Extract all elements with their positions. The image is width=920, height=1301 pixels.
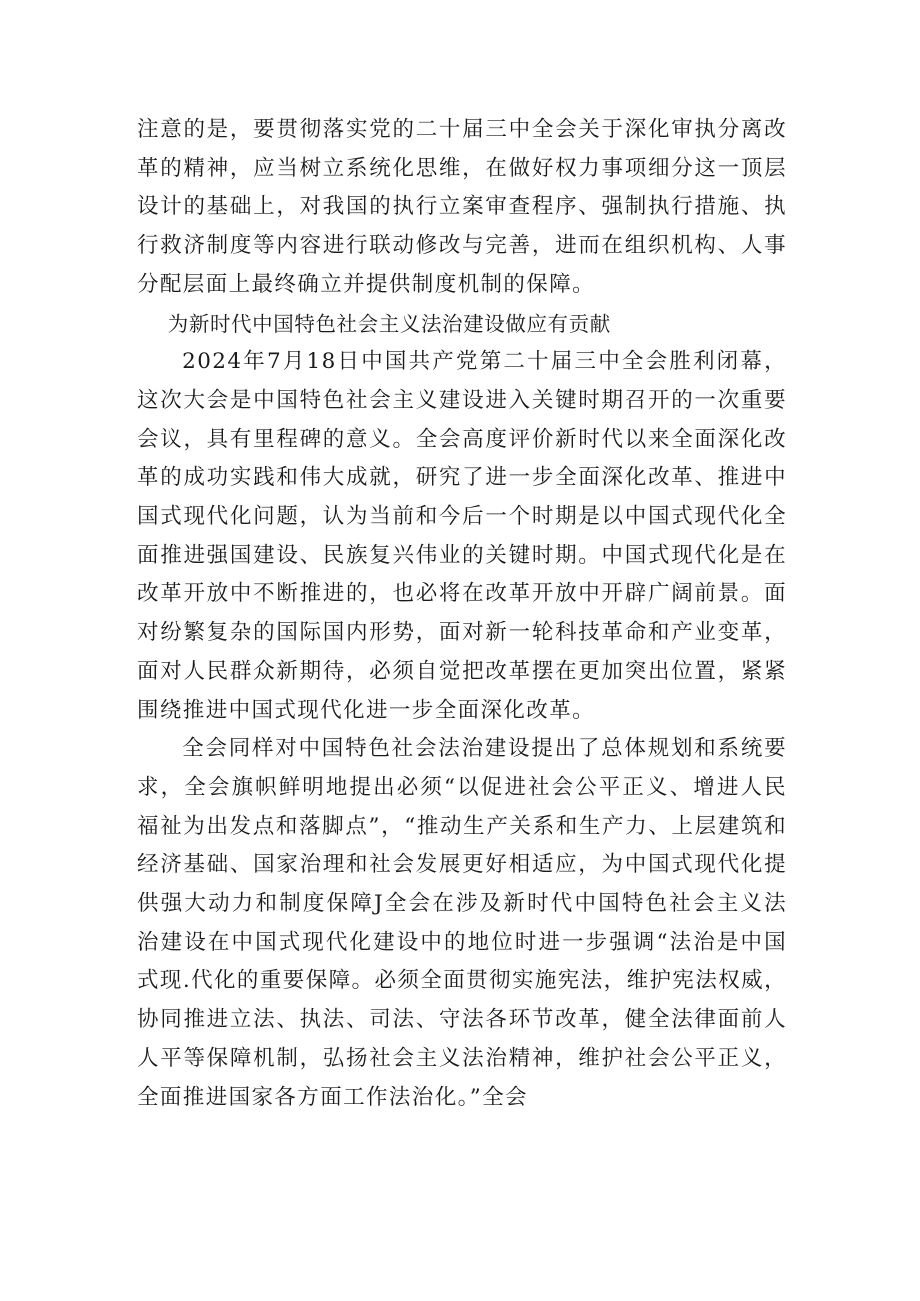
paragraph-rule-of-law: 全会同样对中国特色社会法治建设提出了总体规划和系统要求，全会旗帜鲜明地提出必须“以促进社会公平正义、增进人民福祉为出发点和落脚点”，“推动生产关系和生产力、上层建筑和经济基础、国家治理和社会发展更好相适应，为中国式现代化提供强大动力和制度保障J全会在涉及新时代中国特色社会主义法治建设在中国式现代化建设中的地位时进一步强调“法治是中国式现.代化的重要保障。必须全面贯彻实施宪法，维护宪法权威，协同推进立法、执法、司法、守法各环节改革，健全法律面前人人平等保障机制，弘扬社会主义法治精神，维护社会公平正义，全面推进国家各方面工作法治化。”全会 bbox=[137, 736, 787, 1110]
paragraph-continuation: 注意的是，要贯彻落实党的二十届三中全会关于深化审执分离改革的精神，应当树立系统化思维，在做好权力事项细分这一顶层设计的基础上，对我国的执行立案审查程序、强制执行措施、执行救济制度等内容进行联动修改与完善，进而在组织机构、人事分配层面上最终确立并提供制度机制的保障。 bbox=[137, 117, 787, 297]
paragraph-plenum-summary: 2024年7月18日中国共产党第二十届三中全会胜利闭幕，这次大会是中国特色社会主义建设进入关键时期召开的一次重要会议，具有里程碑的意义。全会高度评价新时代以来全面深化改革的成功实践和伟大成就，研究了进一步全面深化改革、推进中国式现代化问题，认为当前和今后一个时期是以中国式现代化全面推进强国建设、民族复兴伟业的关键时期。中国式现代化是在改革开放中不断推进的，也必将在改革开放中开辟广阔前景。面对纷繁复杂的国际国内形势，面对新一轮科技革命和产业变革，面对人民群众新期待，必须自觉把改革摆在更加突出位置，紧紧围绕推进中国式现代化进一步全面深化改革。 bbox=[137, 349, 787, 723]
document-body bbox=[137, 111, 787, 1117]
section-heading: 为新时代中国特色社会主义法治建设做应有贡献 bbox=[167, 311, 611, 336]
